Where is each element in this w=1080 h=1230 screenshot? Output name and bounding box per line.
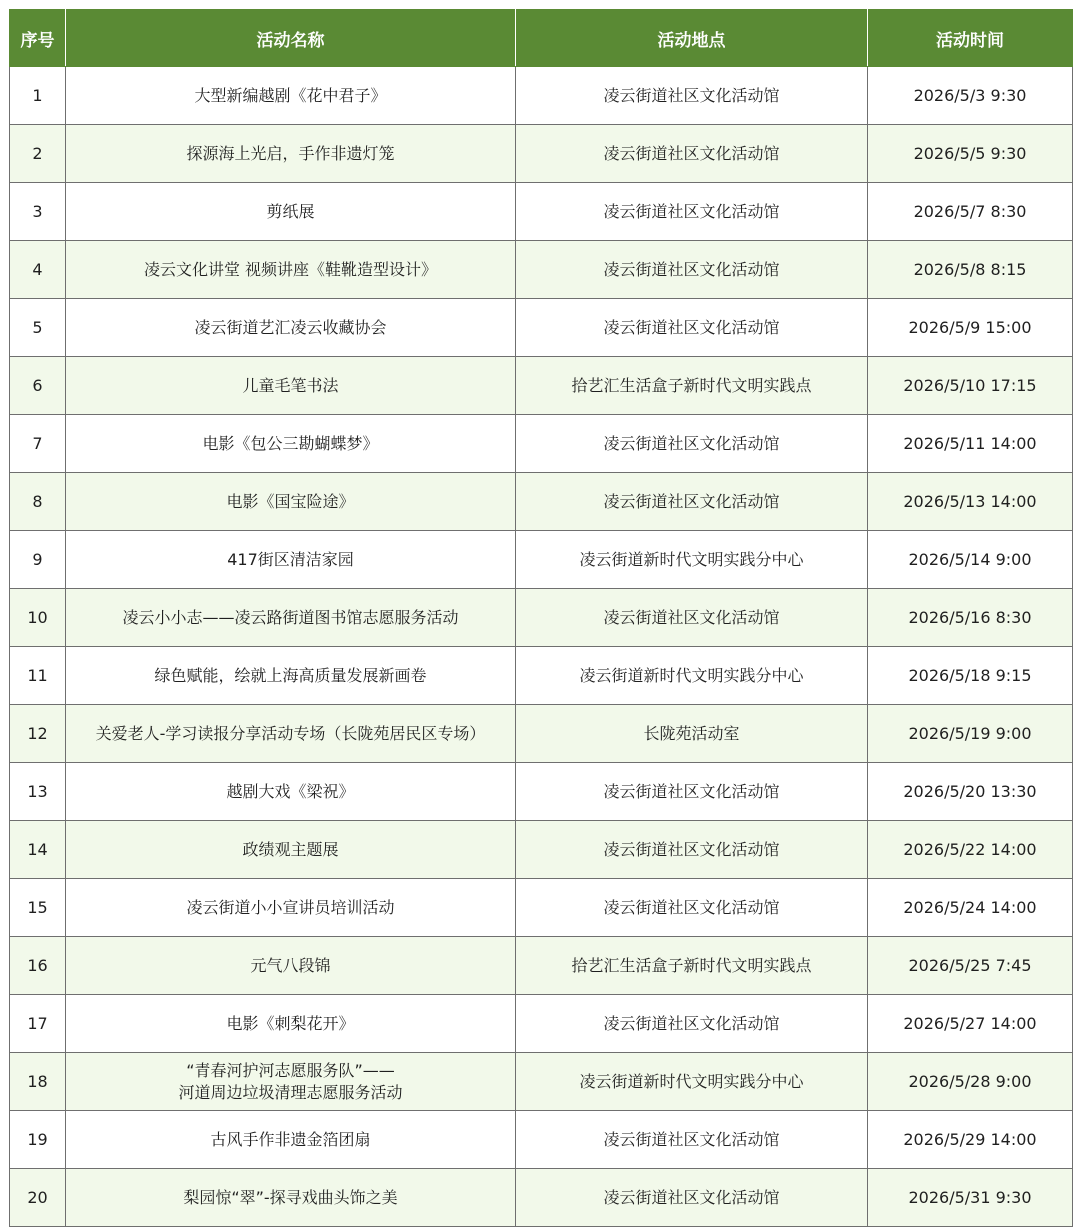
- cell-number: 17: [10, 995, 66, 1053]
- table-row: [10, 647, 1073, 705]
- table-row: [10, 357, 1073, 415]
- cell-activity-time: 2026/5/16 8:30: [868, 589, 1073, 647]
- cell-activity-name: 电影《刺梨花开》: [66, 995, 516, 1053]
- activity-schedule-table: [9, 9, 1073, 1227]
- cell-activity-name: 凌云小小志——凌云路街道图书馆志愿服务活动: [66, 589, 516, 647]
- cell-activity-name: 儿童毛笔书法: [66, 357, 516, 415]
- cell-activity-time: 2026/5/9 15:00: [868, 299, 1073, 357]
- header-activity-name: 活动名称: [66, 10, 516, 67]
- cell-activity-location: 拾艺汇生活盒子新时代文明实践点: [516, 357, 868, 415]
- cell-activity-name: 古风手作非遗金箔团扇: [66, 1111, 516, 1169]
- cell-activity-location: 凌云街道社区文化活动馆: [516, 183, 868, 241]
- cell-activity-name: 凌云文化讲堂 视频讲座《鞋靴造型设计》: [66, 241, 516, 299]
- cell-activity-name: 凌云街道小小宣讲员培训活动: [66, 879, 516, 937]
- cell-number: 13: [10, 763, 66, 821]
- cell-number: 20: [10, 1169, 66, 1227]
- table-row: [10, 1053, 1073, 1111]
- table-header-row: [10, 10, 1073, 67]
- cell-number: 4: [10, 241, 66, 299]
- cell-number: 7: [10, 415, 66, 473]
- cell-activity-time: 2026/5/25 7:45: [868, 937, 1073, 995]
- cell-activity-location: 凌云街道社区文化活动馆: [516, 1111, 868, 1169]
- cell-activity-name: 剪纸展: [66, 183, 516, 241]
- cell-activity-name: 梨园惊“翠”-探寻戏曲头饰之美: [66, 1169, 516, 1227]
- cell-activity-name: 关爱老人-学习读报分享活动专场（长陇苑居民区专场）: [66, 705, 516, 763]
- cell-activity-location: 长陇苑活动室: [516, 705, 868, 763]
- cell-activity-time: 2026/5/24 14:00: [868, 879, 1073, 937]
- cell-activity-location: 凌云街道社区文化活动馆: [516, 763, 868, 821]
- cell-number: 3: [10, 183, 66, 241]
- cell-activity-time: 2026/5/7 8:30: [868, 183, 1073, 241]
- cell-activity-location: 凌云街道社区文化活动馆: [516, 589, 868, 647]
- cell-number: 15: [10, 879, 66, 937]
- cell-number: 1: [10, 67, 66, 125]
- header-activity-location: 活动地点: [516, 10, 868, 67]
- cell-activity-location: 凌云街道社区文化活动馆: [516, 299, 868, 357]
- cell-number: 10: [10, 589, 66, 647]
- cell-activity-location: 凌云街道社区文化活动馆: [516, 241, 868, 299]
- cell-activity-location: 凌云街道社区文化活动馆: [516, 821, 868, 879]
- cell-activity-location: 凌云街道社区文化活动馆: [516, 415, 868, 473]
- cell-number: 14: [10, 821, 66, 879]
- cell-activity-name: 元气八段锦: [66, 937, 516, 995]
- cell-activity-location: 凌云街道社区文化活动馆: [516, 1169, 868, 1227]
- cell-number: 5: [10, 299, 66, 357]
- cell-activity-name: 大型新编越剧《花中君子》: [66, 67, 516, 125]
- schedule-table-container: [9, 9, 1073, 1227]
- activity-name-line-2: 河道周边垃圾清理志愿服务活动: [178, 1082, 403, 1102]
- table-row: [10, 937, 1073, 995]
- cell-activity-time: 2026/5/28 9:00: [868, 1053, 1073, 1111]
- table-row: [10, 241, 1073, 299]
- cell-number: 19: [10, 1111, 66, 1169]
- cell-activity-location: 凌云街道新时代文明实践分中心: [516, 531, 868, 589]
- cell-activity-time: 2026/5/10 17:15: [868, 357, 1073, 415]
- table-row: [10, 821, 1073, 879]
- cell-activity-time: 2026/5/11 14:00: [868, 415, 1073, 473]
- cell-activity-location: 凌云街道社区文化活动馆: [516, 879, 868, 937]
- cell-activity-time: 2026/5/20 13:30: [868, 763, 1073, 821]
- cell-activity-location: 拾艺汇生活盒子新时代文明实践点: [516, 937, 868, 995]
- cell-activity-time: 2026/5/8 8:15: [868, 241, 1073, 299]
- cell-activity-location: 凌云街道社区文化活动馆: [516, 995, 868, 1053]
- table-row: [10, 125, 1073, 183]
- table-row: [10, 995, 1073, 1053]
- cell-activity-time: 2026/5/19 9:00: [868, 705, 1073, 763]
- table-row: [10, 763, 1073, 821]
- cell-activity-time: 2026/5/3 9:30: [868, 67, 1073, 125]
- cell-activity-location: 凌云街道社区文化活动馆: [516, 67, 868, 125]
- table-row: [10, 531, 1073, 589]
- table-row: [10, 1111, 1073, 1169]
- cell-number: 12: [10, 705, 66, 763]
- cell-number: 11: [10, 647, 66, 705]
- header-activity-time: 活动时间: [868, 10, 1073, 67]
- cell-activity-location: 凌云街道新时代文明实践分中心: [516, 647, 868, 705]
- cell-activity-location: 凌云街道社区文化活动馆: [516, 125, 868, 183]
- cell-activity-name: 绿色赋能，绘就上海高质量发展新画卷: [66, 647, 516, 705]
- cell-activity-name: [66, 1053, 516, 1111]
- cell-activity-time: 2026/5/27 14:00: [868, 995, 1073, 1053]
- cell-activity-name: 政绩观主题展: [66, 821, 516, 879]
- cell-activity-location: 凌云街道新时代文明实践分中心: [516, 1053, 868, 1111]
- table-row: [10, 183, 1073, 241]
- header-number: 序号: [10, 10, 66, 67]
- cell-activity-time: 2026/5/5 9:30: [868, 125, 1073, 183]
- cell-activity-time: 2026/5/22 14:00: [868, 821, 1073, 879]
- table-row: [10, 415, 1073, 473]
- cell-activity-time: 2026/5/13 14:00: [868, 473, 1073, 531]
- table-row: [10, 705, 1073, 763]
- table-row: [10, 589, 1073, 647]
- cell-activity-time: 2026/5/14 9:00: [868, 531, 1073, 589]
- cell-number: 2: [10, 125, 66, 183]
- cell-number: 18: [10, 1053, 66, 1111]
- cell-number: 6: [10, 357, 66, 415]
- cell-activity-name: 探源海上光启，手作非遗灯笼: [66, 125, 516, 183]
- table-row: [10, 67, 1073, 125]
- table-row: [10, 1169, 1073, 1227]
- activity-name-line-1: “青春河护河志愿服务队”——: [186, 1060, 395, 1080]
- cell-activity-name: 电影《国宝险途》: [66, 473, 516, 531]
- table-row: [10, 299, 1073, 357]
- cell-activity-location: 凌云街道社区文化活动馆: [516, 473, 868, 531]
- cell-activity-time: 2026/5/31 9:30: [868, 1169, 1073, 1227]
- cell-activity-name: 电影《包公三勘蝴蝶梦》: [66, 415, 516, 473]
- cell-number: 9: [10, 531, 66, 589]
- table-row: [10, 473, 1073, 531]
- cell-number: 16: [10, 937, 66, 995]
- cell-activity-name: 凌云街道艺汇凌云收藏协会: [66, 299, 516, 357]
- cell-activity-name: 越剧大戏《梁祝》: [66, 763, 516, 821]
- cell-activity-time: 2026/5/29 14:00: [868, 1111, 1073, 1169]
- cell-activity-time: 2026/5/18 9:15: [868, 647, 1073, 705]
- table-row: [10, 879, 1073, 937]
- cell-activity-name: 417街区清洁家园: [66, 531, 516, 589]
- cell-number: 8: [10, 473, 66, 531]
